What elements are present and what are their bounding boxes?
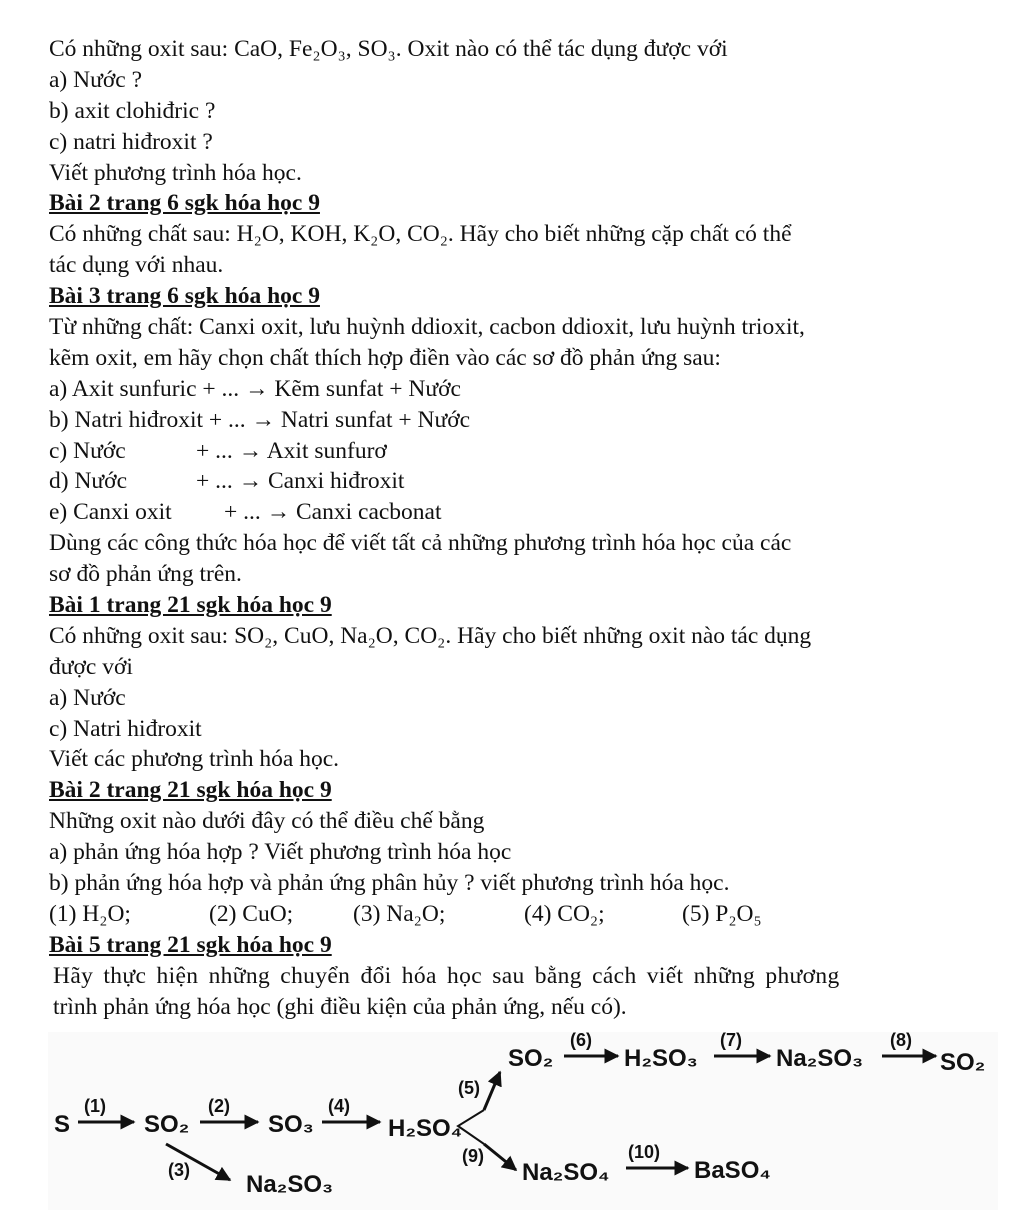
intro-option-a: a) Nước ? bbox=[49, 66, 143, 93]
intro-option-b: b) axit clohiđric ? bbox=[49, 97, 216, 124]
bai2-trang21-options bbox=[49, 899, 979, 930]
bai2-trang6-line1: Có những chất sau: H₂O, KOH, K₂O, CO₂. Hãy cho biết những cặp chất có thể bbox=[49, 221, 792, 248]
step-label-10: (10) bbox=[628, 1142, 661, 1162]
arrow-5 bbox=[484, 1072, 500, 1110]
step-label-5: (5) bbox=[458, 1078, 480, 1098]
bai3-trang6-line1: Từ những chất: Canxi oxit, lưu huỳnh ddioxit, cacbon ddioxit, lưu huỳnh trioxit, bbox=[49, 314, 805, 341]
step-label-9: (9) bbox=[462, 1146, 484, 1166]
document-page bbox=[49, 34, 979, 1023]
bai3-scheme-d bbox=[49, 466, 979, 497]
step-label-1: (1) bbox=[84, 1096, 106, 1116]
intro-instruction: Viết phương trình hóa học. bbox=[49, 159, 302, 186]
bai1-trang21-option-a: a) Nước bbox=[49, 684, 126, 711]
bai3-scheme-b: b) Natri hiđroxit + ... → Natri sunfat + Nước bbox=[49, 406, 471, 433]
species-SO2: SO₂ bbox=[144, 1111, 190, 1138]
bai2-trang21-option-a: a) phản ứng hóa hợp ? Viết phương trình hóa học bbox=[49, 839, 512, 866]
oxide-option-5: (5) P₂O₅ bbox=[682, 900, 762, 927]
heading-bai2-trang6: Bài 2 trang 6 sgk hóa học 9 bbox=[49, 190, 320, 217]
bai3-scheme-c-right: + ... → Axit sunfurơ bbox=[196, 437, 387, 464]
bai1-trang21-option-c: c) Natri hiđroxit bbox=[49, 715, 202, 742]
step-label-4: (4) bbox=[328, 1096, 350, 1116]
species-SO2-top: SO₂ bbox=[508, 1045, 554, 1072]
step-label-7: (7) bbox=[720, 1032, 742, 1050]
species-BaSO4: BaSO₄ bbox=[694, 1157, 771, 1184]
step-label-3: (3) bbox=[168, 1160, 190, 1180]
step-label-8: (8) bbox=[890, 1032, 912, 1050]
arrow-9 bbox=[484, 1144, 516, 1170]
heading-bai3-trang6: Bài 3 trang 6 sgk hóa học 9 bbox=[49, 283, 320, 310]
oxide-option-1: (1) H₂O; bbox=[49, 900, 131, 927]
oxide-option-4: (4) CO₂; bbox=[524, 900, 605, 927]
bai3-scheme-a: a) Axit sunfuric + ... → Kẽm sunfat + Nước bbox=[49, 375, 461, 402]
bai1-trang21-line2: được với bbox=[49, 653, 133, 680]
oxide-option-3: (3) Na₂O; bbox=[353, 900, 446, 927]
species-SO3: SO₃ bbox=[268, 1111, 314, 1138]
species-S: S bbox=[54, 1111, 71, 1138]
bai1-trang21-line1: Có những oxit sau: SO₂, CuO, Na₂O, CO₂. Hãy cho biết những oxit nào tác dụng bbox=[49, 622, 812, 649]
step-label-6: (6) bbox=[570, 1032, 592, 1050]
step-label-2: (2) bbox=[208, 1096, 230, 1116]
species-Na2SO4: Na₂SO₄ bbox=[522, 1159, 610, 1186]
oxide-option-2: (2) CuO; bbox=[209, 900, 294, 927]
bai1-trang21-instruction: Viết các phương trình hóa học. bbox=[49, 746, 339, 773]
reaction-scheme-diagram bbox=[48, 1032, 998, 1210]
species-Na2SO3-lower: Na₂SO₃ bbox=[246, 1171, 334, 1198]
heading-bai1-trang21: Bài 1 trang 21 sgk hóa học 9 bbox=[49, 592, 332, 619]
bai3-trang6-line4: sơ đồ phản ứng trên. bbox=[49, 561, 242, 588]
reaction-scheme bbox=[48, 1032, 998, 1210]
bai3-scheme-d-left: d) Nước bbox=[49, 468, 128, 495]
bai3-scheme-c-left: c) Nước bbox=[49, 437, 126, 464]
bai3-trang6-line2: kẽm oxit, em hãy chọn chất thích hợp điền vào các sơ đồ phản ứng sau: bbox=[49, 344, 721, 371]
species-SO2-end: SO₂ bbox=[940, 1049, 986, 1076]
heading-bai2-trang21: Bài 2 trang 21 sgk hóa học 9 bbox=[49, 777, 332, 804]
bai3-scheme-e-right: + ... → Canxi cacbonat bbox=[224, 499, 442, 526]
heading-bai5-trang21: Bài 5 trang 21 sgk hóa học 9 bbox=[49, 931, 332, 958]
bai3-scheme-c bbox=[49, 436, 979, 467]
bai5-trang21-line1: Hãy thực hiện những chuyển đổi hóa học sau bằng cách viết những phương bbox=[53, 962, 840, 989]
species-H2SO4: H₂SO₄ bbox=[388, 1115, 463, 1142]
bai3-trang6-line3: Dùng các công thức hóa học để viết tất cả những phương trình hóa học của các bbox=[49, 530, 792, 557]
bai3-scheme-d-right: + ... → Canxi hiđroxit bbox=[196, 468, 405, 495]
bai2-trang6-line2: tác dụng với nhau. bbox=[49, 252, 224, 279]
intro-option-c: c) natri hiđroxit ? bbox=[49, 128, 213, 155]
bai5-trang21-line2: trình phản ứng hóa học (ghi điều kiện của phản ứng, nếu có). bbox=[53, 993, 627, 1020]
bai3-scheme-e-left: e) Canxi oxit bbox=[49, 499, 172, 526]
species-H2SO3: H₂SO₃ bbox=[624, 1045, 698, 1072]
bai2-trang21-option-b: b) phản ứng hóa hợp và phản ứng phân hủy ? viết phương trình hóa học. bbox=[49, 870, 730, 897]
intro-question: Có những oxit sau: CaO, Fe₂O₃, SO₃. Oxit nào có thể tác dụng được với bbox=[49, 36, 728, 62]
species-Na2SO3-top: Na₂SO₃ bbox=[776, 1045, 864, 1072]
bai3-scheme-e bbox=[49, 497, 979, 528]
bai2-trang21-line1: Những oxit nào dưới đây có thể điều chế bằng bbox=[49, 808, 485, 835]
